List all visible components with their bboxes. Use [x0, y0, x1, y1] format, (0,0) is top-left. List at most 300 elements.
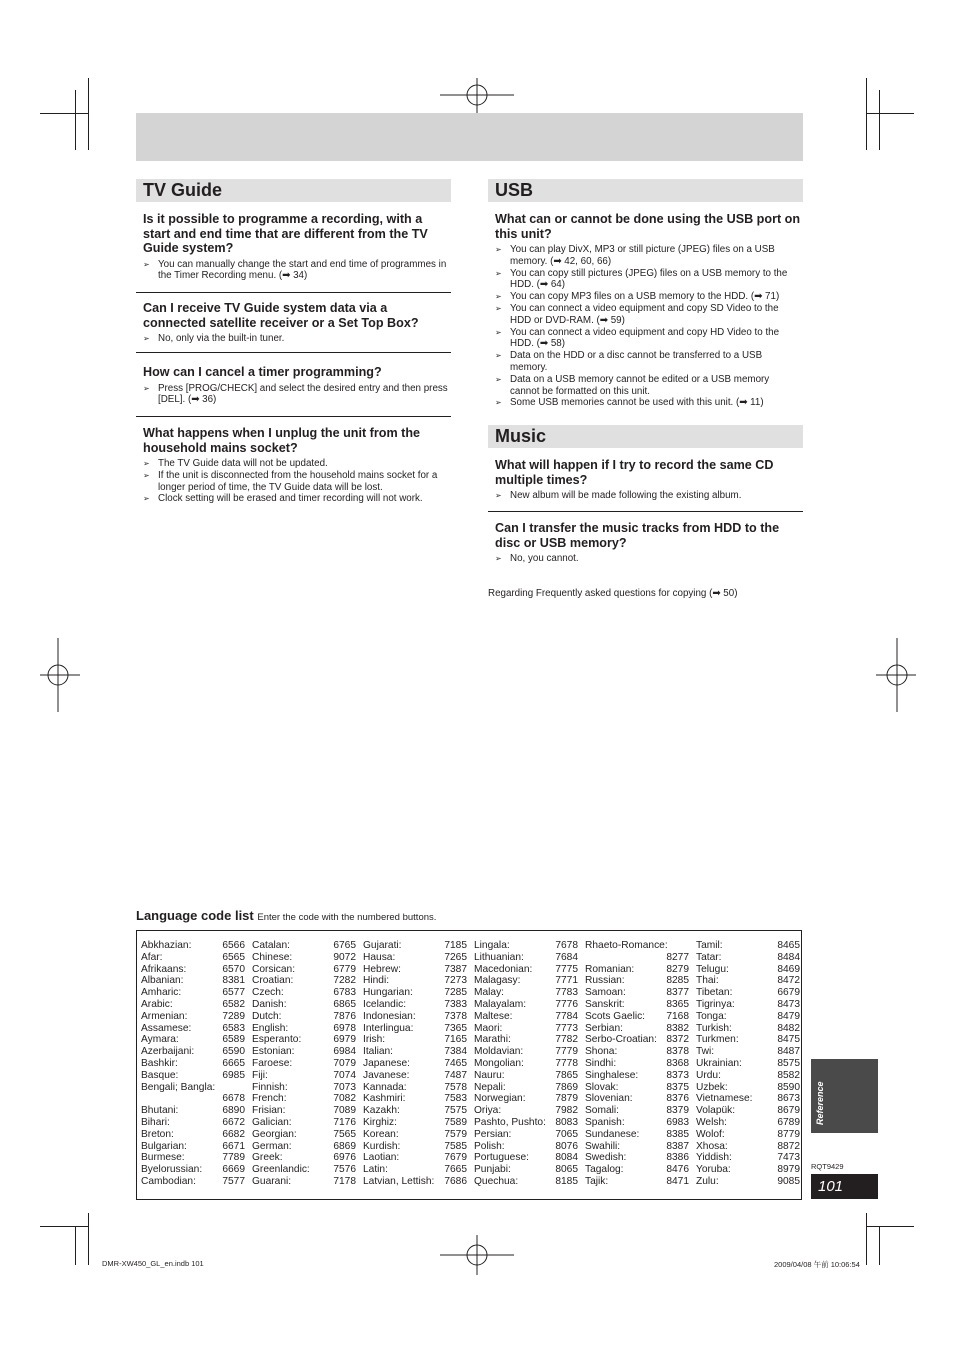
language-name: Urdu: — [696, 1069, 721, 1081]
language-name: Lithuanian: — [474, 951, 524, 963]
language-entry — [696, 1117, 800, 1129]
language-code: 7073 — [333, 1081, 356, 1093]
language-name: Persian: — [474, 1128, 512, 1140]
language-entry — [363, 1034, 467, 1046]
language-entry — [252, 975, 356, 987]
language-entry — [696, 1058, 800, 1070]
faq-answer: ➢ No, only via the built-in tuner. — [143, 333, 449, 345]
language-name: Kirghiz: — [363, 1116, 397, 1128]
language-column — [696, 940, 800, 1188]
language-entry — [585, 1129, 689, 1141]
language-code: 8381 — [222, 975, 245, 987]
faq-item — [495, 458, 801, 502]
language-code: 6979 — [333, 1034, 356, 1046]
language-code: 8373 — [666, 1069, 689, 1081]
language-name: Assamese: — [141, 1022, 192, 1034]
language-entry — [363, 964, 467, 976]
language-code: 6589 — [222, 1034, 245, 1046]
registration-mark-icon — [876, 638, 916, 712]
language-name: Abkhazian: — [141, 940, 192, 951]
registration-mark-icon — [40, 638, 80, 712]
language-code: 6779 — [333, 963, 356, 975]
language-entry — [363, 1093, 467, 1105]
language-code: 8673 — [777, 1093, 800, 1105]
language-entry — [141, 1141, 245, 1153]
language-code: 6565 — [222, 951, 245, 963]
language-code: 9085 — [777, 1175, 800, 1187]
language-name: Tigrinya: — [696, 998, 735, 1010]
language-entry — [696, 964, 800, 976]
faq-question: What can or cannot be done using the USB port on this unit? — [495, 212, 801, 241]
language-entry — [141, 964, 245, 976]
language-code-table — [136, 930, 802, 1200]
language-entry — [252, 1093, 356, 1105]
language-entry — [141, 1105, 245, 1117]
language-entry — [474, 1023, 578, 1035]
language-name: Aymara: — [141, 1034, 179, 1046]
faq-answer: ➢ You can copy MP3 files on a USB memory to the HDD. (➡ 71) — [495, 291, 801, 303]
language-code: 6570 — [222, 963, 245, 975]
language-entry — [474, 1070, 578, 1082]
language-code: 8372 — [666, 1034, 689, 1046]
language-name: Indonesian: — [363, 1010, 416, 1022]
faq-item — [495, 521, 801, 565]
language-name: Bhutani: — [141, 1105, 179, 1117]
language-name: Quechua: — [474, 1175, 519, 1187]
language-code: 7176 — [333, 1116, 356, 1128]
language-name: Malayalam: — [474, 998, 527, 1010]
language-code: 6669 — [222, 1164, 245, 1176]
language-code-title — [136, 908, 436, 923]
tv-guide-heading: TV Guide — [136, 179, 451, 202]
language-entry — [141, 1058, 245, 1070]
language-code: 7383 — [444, 998, 467, 1010]
page-number: 101 — [811, 1174, 878, 1199]
language-name: Serbian: — [585, 1022, 623, 1034]
page-header-bar — [136, 113, 803, 161]
language-name: Azerbaijani: — [141, 1046, 195, 1058]
language-entry — [474, 940, 578, 952]
language-name: Irish: — [363, 1034, 386, 1046]
language-name: Laotian: — [363, 1152, 400, 1164]
language-entry — [474, 987, 578, 999]
language-entry — [585, 1058, 689, 1070]
language-name: Uzbek: — [696, 1081, 728, 1093]
language-name: Dutch: — [252, 1010, 282, 1022]
language-name: Spanish: — [585, 1116, 625, 1128]
language-code: 7865 — [555, 1069, 578, 1081]
language-name: Marathi: — [474, 1034, 511, 1046]
language-name: Malay: — [474, 987, 505, 999]
language-code: 8484 — [777, 951, 800, 963]
language-name: Kurdish: — [363, 1140, 401, 1152]
language-entry — [363, 1105, 467, 1117]
language-name: Maltese: — [474, 1010, 513, 1022]
faq-answer: ➢ You can play DivX, MP3 or still picture (JPEG) files on a USB memory. (➡ 42, 60, 66) — [495, 244, 801, 268]
language-entry — [474, 1141, 578, 1153]
language-entry — [141, 999, 245, 1011]
language-name: Swedish: — [585, 1152, 627, 1164]
language-entry — [363, 940, 467, 952]
language-entry — [141, 1176, 245, 1188]
language-code: 8084 — [555, 1152, 578, 1164]
language-name: Georgian: — [252, 1128, 297, 1140]
faq-question: Can I transfer the music tracks from HDD to the disc or USB memory? — [495, 521, 780, 550]
faq-item — [143, 426, 449, 505]
faq-answer: ➢ Data on a USB memory cannot be edited or a USB memory cannot be formatted on this unit. — [495, 374, 801, 398]
language-code: 7577 — [222, 1175, 245, 1187]
language-code: 7583 — [444, 1093, 467, 1105]
language-entry — [363, 1152, 467, 1164]
language-entry — [252, 1058, 356, 1070]
language-entry — [252, 964, 356, 976]
language-code: 8279 — [666, 963, 689, 975]
language-entry — [696, 975, 800, 987]
language-name: Turkmen: — [696, 1034, 739, 1046]
language-code: 7665 — [444, 1164, 467, 1176]
language-entry — [141, 975, 245, 987]
language-code: 7384 — [444, 1046, 467, 1058]
language-code: 8473 — [777, 998, 800, 1010]
language-name: German: — [252, 1140, 292, 1152]
language-entry — [474, 952, 578, 964]
language-code: 7365 — [444, 1022, 467, 1034]
language-entry — [474, 1176, 578, 1188]
language-entry — [585, 1011, 689, 1023]
language-name: Fiji: — [252, 1069, 268, 1081]
language-code: 7265 — [444, 951, 467, 963]
language-entry — [363, 1011, 467, 1023]
language-code: 7065 — [555, 1128, 578, 1140]
language-code: 7789 — [222, 1152, 245, 1164]
language-entry — [252, 1034, 356, 1046]
faq-answer: ➢ You can connect a video equipment and copy SD Video to the HDD or DVD-RAM. (➡ 59) — [495, 303, 801, 327]
language-name: Tonga: — [696, 1010, 727, 1022]
language-code: 8482 — [777, 1022, 800, 1034]
language-name: Amharic: — [141, 987, 182, 999]
language-name: English: — [252, 1022, 289, 1034]
language-code: 7273 — [444, 975, 467, 987]
language-name: Portuguese: — [474, 1152, 529, 1164]
language-code: 8065 — [555, 1164, 578, 1176]
language-name: Serbo-Croatian: — [585, 1034, 657, 1046]
language-code: 6869 — [333, 1140, 356, 1152]
copying-note: Regarding Frequently asked questions for copying (➡ 50) — [488, 588, 738, 599]
language-code-heading: Language code list — [136, 908, 254, 923]
language-code: 8476 — [666, 1164, 689, 1176]
language-entry — [696, 1070, 800, 1082]
crop-mark — [879, 1227, 880, 1265]
language-entry — [363, 987, 467, 999]
language-name: Cambodian: — [141, 1175, 196, 1187]
crop-mark — [75, 90, 76, 150]
language-code: 7565 — [333, 1128, 356, 1140]
language-code: 7782 — [555, 1034, 578, 1046]
language-name: Corsican: — [252, 963, 296, 975]
language-code: 7684 — [555, 951, 578, 963]
language-code: 8469 — [777, 963, 800, 975]
language-entry — [585, 1023, 689, 1035]
faq-question: What happens when I unplug the unit from the household mains socket? — [143, 426, 421, 455]
language-code: 8377 — [666, 987, 689, 999]
language-entry — [696, 1164, 800, 1176]
language-code: 7168 — [666, 1010, 689, 1022]
language-name: Burmese: — [141, 1152, 185, 1164]
language-column — [252, 940, 356, 1188]
language-entry — [252, 1129, 356, 1141]
language-name: Tatar: — [696, 951, 722, 963]
language-entry — [585, 1082, 689, 1094]
language-code: 6985 — [222, 1069, 245, 1081]
language-name: Pashto, Pushto: — [474, 1116, 546, 1128]
language-code: 7783 — [555, 987, 578, 999]
language-name: Greenlandic: — [252, 1164, 310, 1176]
language-entry — [696, 952, 800, 964]
language-name: Frisian: — [252, 1105, 286, 1117]
faq-answer: ➢ You can copy still pictures (JPEG) files on a USB memory to the HDD. (➡ 64) — [495, 268, 801, 292]
language-name: Xhosa: — [696, 1140, 728, 1152]
language-entry — [141, 987, 245, 999]
language-entry — [474, 975, 578, 987]
language-name: Estonian: — [252, 1046, 295, 1058]
language-entry — [696, 1011, 800, 1023]
language-name: Telugu: — [696, 963, 729, 975]
language-entry — [141, 1117, 245, 1129]
language-name: Arabic: — [141, 998, 173, 1010]
language-entry — [252, 1046, 356, 1058]
language-name: Malagasy: — [474, 975, 521, 987]
language-code: 7776 — [555, 998, 578, 1010]
language-name: Ukrainian: — [696, 1057, 742, 1069]
language-entry — [363, 1070, 467, 1082]
language-name: Scots Gaelic: — [585, 1010, 646, 1022]
faq-item — [143, 212, 449, 282]
language-code: 6665 — [222, 1057, 245, 1069]
language-name: Czech: — [252, 987, 284, 999]
language-name: Italian: — [363, 1046, 394, 1058]
language-code: 6671 — [222, 1140, 245, 1152]
language-name: Hebrew: — [363, 963, 401, 975]
language-name: Slovak: — [585, 1081, 619, 1093]
language-code: 7869 — [555, 1081, 578, 1093]
language-code: 8679 — [777, 1105, 800, 1117]
language-name: Moldavian: — [474, 1046, 524, 1058]
language-code: 8487 — [777, 1046, 800, 1058]
language-name: Latvian, Lettish: — [363, 1175, 435, 1187]
language-entry — [474, 1093, 578, 1105]
language-entry — [696, 1129, 800, 1141]
language-entry — [585, 1176, 689, 1188]
language-entry — [696, 1141, 800, 1153]
language-name: Bengali; Bangla: — [141, 1081, 216, 1093]
language-code: 7465 — [444, 1057, 467, 1069]
language-name: Somali: — [585, 1105, 619, 1117]
language-name: Zulu: — [696, 1175, 719, 1187]
language-name: Basque: — [141, 1069, 179, 1081]
language-entry — [141, 1034, 245, 1046]
language-code: 8779 — [777, 1128, 800, 1140]
language-code: 6976 — [333, 1152, 356, 1164]
language-entry — [696, 1034, 800, 1046]
footer-file: DMR-XW450_GL_en.indb 101 — [102, 1259, 204, 1268]
language-code: 9072 — [333, 951, 356, 963]
language-entry — [474, 999, 578, 1011]
faq-answer: ➢ No, you cannot. — [495, 553, 801, 565]
language-entry — [474, 964, 578, 976]
language-name: Romanian: — [585, 963, 635, 975]
language-code: 6978 — [333, 1022, 356, 1034]
language-code: 6890 — [222, 1105, 245, 1117]
faq-answer: ➢ You can connect a video equipment and copy HD Video to the HDD. (➡ 58) — [495, 327, 801, 351]
language-name: Afrikaans: — [141, 963, 187, 975]
language-entry — [696, 1046, 800, 1058]
language-entry — [252, 999, 356, 1011]
faq-question: How can I cancel a timer programming? — [143, 365, 382, 379]
language-name: Bashkir: — [141, 1057, 178, 1069]
divider — [136, 352, 451, 353]
language-entry — [363, 1023, 467, 1035]
language-code: 7585 — [444, 1140, 467, 1152]
language-entry — [252, 1152, 356, 1164]
language-name: Welsh: — [696, 1116, 727, 1128]
language-code: 6679 — [777, 987, 800, 999]
language-entry — [252, 1105, 356, 1117]
language-name: Oriya: — [474, 1105, 502, 1117]
language-code: 7679 — [444, 1152, 467, 1164]
language-name: Swahili: — [585, 1140, 621, 1152]
language-name: Albanian: — [141, 975, 184, 987]
language-code: 8872 — [777, 1140, 800, 1152]
language-code: 8575 — [777, 1057, 800, 1069]
language-name: Lingala: — [474, 940, 510, 951]
language-code: 8277 — [666, 951, 689, 963]
doc-code: RQT9429 — [811, 1162, 844, 1171]
language-entry — [363, 1129, 467, 1141]
language-entry — [363, 1176, 467, 1188]
language-entry — [474, 1082, 578, 1094]
language-code: 8375 — [666, 1081, 689, 1093]
language-name: Hausa: — [363, 951, 396, 963]
language-code: 8479 — [777, 1010, 800, 1022]
language-code: 8465 — [777, 940, 800, 951]
language-code: 7576 — [333, 1164, 356, 1176]
faq-answer: ➢ Some USB memories cannot be used with this unit. (➡ 11) — [495, 397, 801, 409]
language-entry — [474, 1046, 578, 1058]
language-code: 6783 — [333, 987, 356, 999]
language-code: 7079 — [333, 1057, 356, 1069]
language-entry — [696, 1093, 800, 1105]
language-code: 6590 — [222, 1046, 245, 1058]
language-name: Latin: — [363, 1164, 388, 1176]
language-entry — [585, 1070, 689, 1082]
language-name: Galician: — [252, 1116, 292, 1128]
language-code: 8386 — [666, 1152, 689, 1164]
language-name: Afar: — [141, 951, 163, 963]
language-name: Chinese: — [252, 951, 293, 963]
language-name: Samoan: — [585, 987, 626, 999]
divider — [488, 511, 803, 512]
faq-item — [143, 365, 449, 406]
language-code: 7285 — [444, 987, 467, 999]
faq-answer: ➢ If the unit is disconnected from the household mains socket for a longer period of time, the TV Guide data will be lost. — [143, 470, 449, 494]
language-entry — [363, 999, 467, 1011]
reference-tab-label: Reference — [815, 1081, 825, 1125]
language-entry — [363, 1058, 467, 1070]
faq-answer: ➢ The TV Guide data will not be updated. — [143, 458, 449, 470]
language-code: 8979 — [777, 1164, 800, 1176]
divider — [136, 416, 451, 417]
language-entry — [585, 1105, 689, 1117]
language-entry — [141, 1023, 245, 1035]
language-entry — [474, 1117, 578, 1129]
footer-timestamp: 2009/04/08 午前 10:06:54 — [774, 1260, 860, 1269]
language-entry — [585, 999, 689, 1011]
language-name: Javanese: — [363, 1069, 410, 1081]
language-name: Bihari: — [141, 1116, 170, 1128]
language-code: 6582 — [222, 998, 245, 1010]
faq-answer: ➢ Clock setting will be erased and timer recording will not work. — [143, 493, 449, 505]
language-code: 8472 — [777, 975, 800, 987]
language-entry — [696, 1023, 800, 1035]
language-name: Hindi: — [363, 975, 390, 987]
language-entry — [363, 1046, 467, 1058]
language-entry — [252, 1011, 356, 1023]
language-code-subtitle: Enter the code with the numbered buttons. — [257, 912, 437, 923]
language-name: Russian: — [585, 975, 625, 987]
language-code: 7982 — [555, 1105, 578, 1117]
language-name: Singhalese: — [585, 1069, 639, 1081]
reference-tab — [811, 1059, 878, 1133]
language-entry — [474, 1152, 578, 1164]
language-entry — [252, 1117, 356, 1129]
language-code: 8185 — [555, 1175, 578, 1187]
language-name: Kannada: — [363, 1081, 407, 1093]
language-entry — [474, 1011, 578, 1023]
language-code: 6577 — [222, 987, 245, 999]
language-code: 7089 — [333, 1105, 356, 1117]
crop-mark — [866, 113, 914, 114]
language-entry — [141, 952, 245, 964]
faq-question: Can I receive TV Guide system data via a connected satellite receiver or a Set Top Box? — [143, 301, 419, 330]
language-name: Twi: — [696, 1046, 715, 1058]
language-entry — [141, 940, 245, 952]
language-code: 7876 — [333, 1010, 356, 1022]
language-entry — [252, 1164, 356, 1176]
language-code: 7678 — [555, 940, 578, 951]
language-entry — [363, 1164, 467, 1176]
language-entry — [252, 987, 356, 999]
language-entry — [474, 1129, 578, 1141]
language-code: 7778 — [555, 1057, 578, 1069]
language-entry — [474, 1034, 578, 1046]
language-code: 7082 — [333, 1093, 356, 1105]
language-name: Sanskrit: — [585, 998, 625, 1010]
language-entry — [141, 1152, 245, 1164]
language-code: 8379 — [666, 1105, 689, 1117]
language-entry — [363, 975, 467, 987]
language-entry — [585, 987, 689, 999]
language-entry — [363, 952, 467, 964]
language-code: 7165 — [444, 1034, 467, 1046]
language-code: 8471 — [666, 1175, 689, 1187]
language-entry — [252, 1070, 356, 1082]
language-entry — [141, 1070, 245, 1082]
language-name: Sindhi: — [585, 1057, 617, 1069]
faq-item — [495, 212, 801, 409]
language-entry — [363, 1082, 467, 1094]
crop-mark — [866, 1226, 914, 1227]
language-name: Japanese: — [363, 1057, 411, 1069]
